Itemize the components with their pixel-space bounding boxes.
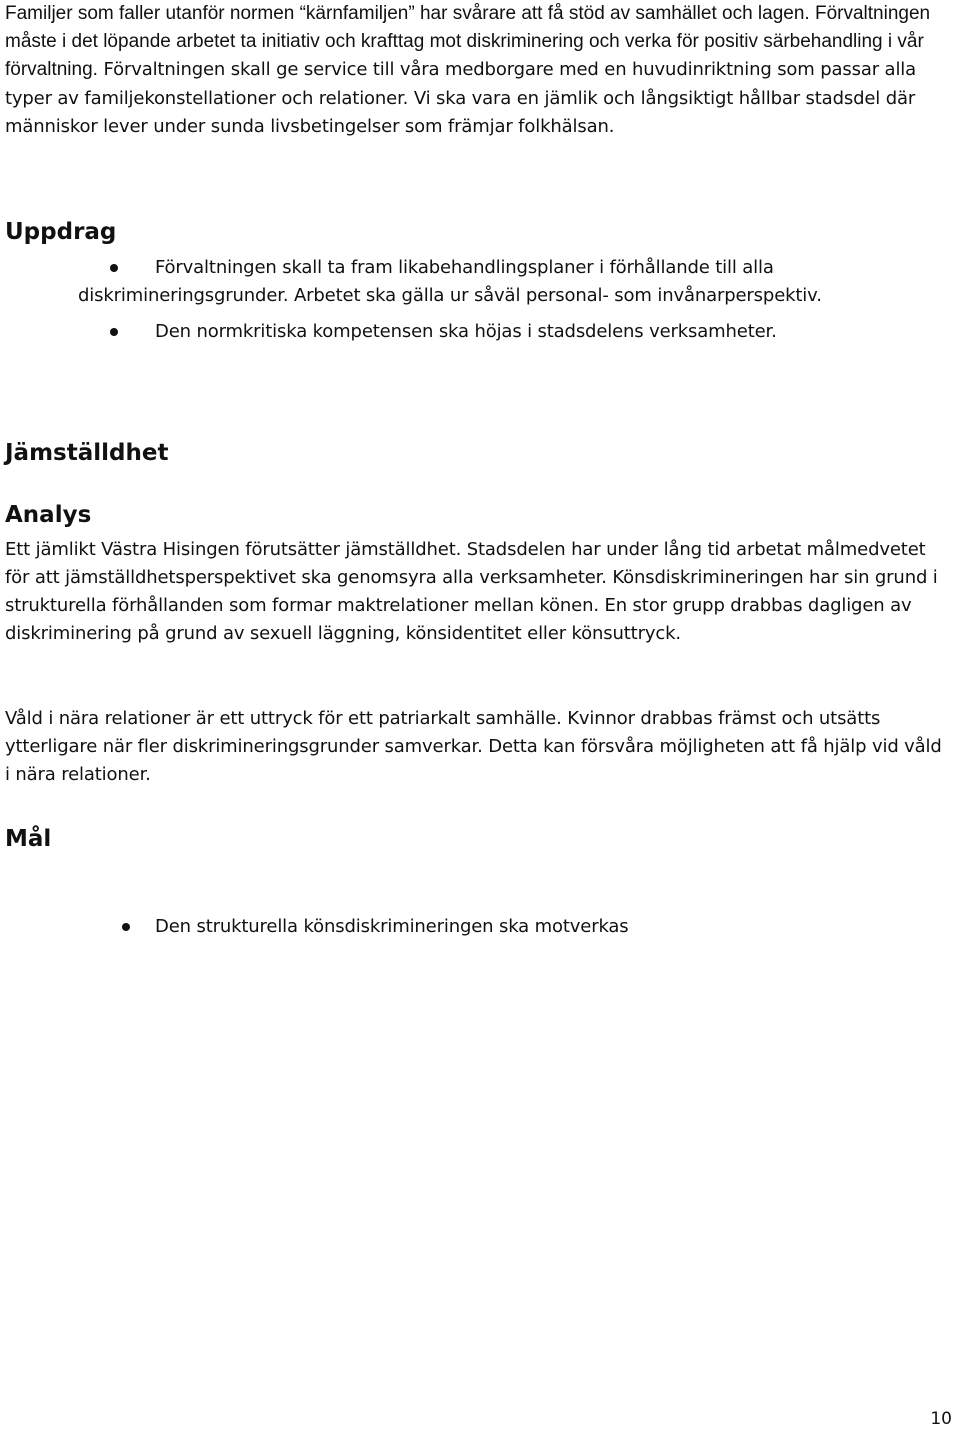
bullet-icon: [110, 328, 118, 336]
analys-paragraph-2: Våld i nära relationer är ett uttryck för ett patriarkalt samhälle. Kvinnor drabbas främst och utsätts ytterligare när fler diskrimineringsgrunder samverkar. Detta kan försvåra möjligheten att få hjälp vid våld i nära relationer.: [5, 708, 942, 785]
page-number: 10: [930, 1409, 952, 1429]
analys-heading: Analys: [5, 502, 92, 528]
analys-paragraph-1: Ett jämlikt Västra Hisingen förutsätter jämställdhet. Stadsdelen har under lång tid arbetat målmedvetet för att jämställdhetsperspektivet ska genomsyra alla verksamheter. Könsdiskrimineringen har sin grund i strukturella förhållanden som formar maktrelationer mellan könen. En stor grupp drabbas dagligen av diskriminering på grund av sexuell läggning, könsidentitet eller könsuttryck.: [5, 539, 938, 644]
bullet-icon: [122, 923, 130, 931]
intro-text-part2: Förvaltningen skall ge service till våra medborgare med en huvudinriktning som passar alla typer av familjekonstellationer och relationer. Vi ska vara en jämlik och långsiktigt hållbar stadsdel där människor lever under sunda livsbetingelser som främjar folkhälsan.: [5, 59, 917, 137]
document-page: [5, 0, 950, 937]
mal-heading: Mål: [5, 826, 52, 852]
list-item-text: Den normkritiska kompetensen ska höjas i stadsdelens verksamheter.: [155, 321, 777, 342]
intro-text-part1: Familjer som faller utanför normen “kärnfamiljen” har svårare att få stöd av samhället och lagen. Förvaltningen måste i det löpande arbetet ta initiativ och krafttag mot diskriminering och verka för positiv särbehandling i vår förvaltning.: [5, 3, 931, 81]
intro-paragraph: [5, 0, 950, 141]
jamstalldhet-heading: Jämställdhet: [5, 440, 169, 466]
bullet-icon: [110, 264, 118, 272]
list-item-text: Förvaltningen skall ta fram likabehandlingsplaner i förhållande till alla: [155, 257, 774, 278]
list-item-text: Den strukturella könsdiskrimineringen ska motverkas: [155, 916, 629, 937]
uppdrag-heading: Uppdrag: [5, 219, 117, 245]
list-item-text-continuation: diskrimineringsgrunder. Arbetet ska gälla ur såväl personal- som invånarperspektiv.: [78, 285, 822, 306]
